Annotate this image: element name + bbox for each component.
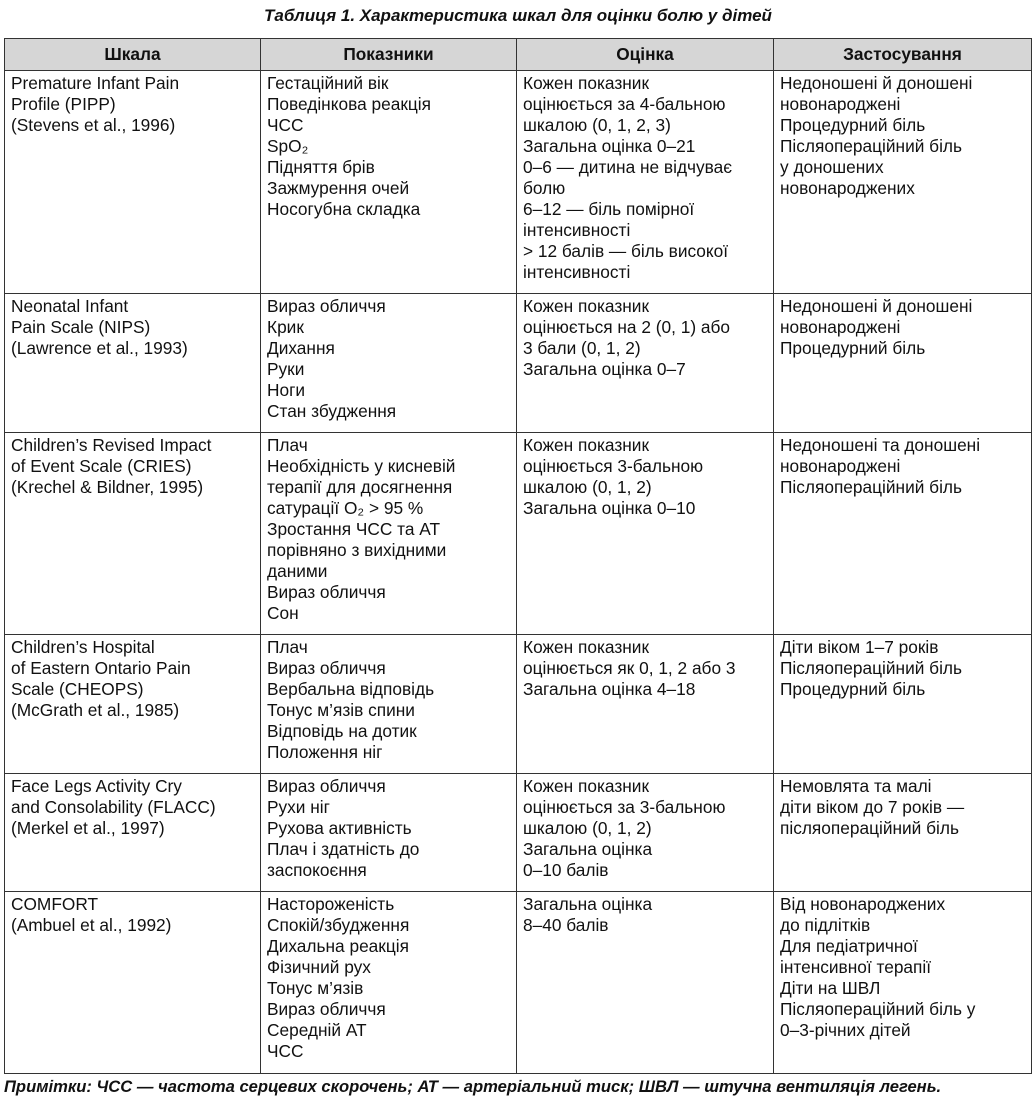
cell-line: до підлітків (780, 915, 871, 935)
cell-line: Вербальна відповідь (267, 679, 435, 699)
application-cell (774, 774, 1032, 892)
indicators-cell (261, 892, 517, 1074)
cell-line: Кожен показник (523, 637, 650, 657)
scale-cell (5, 71, 261, 294)
cell-line: шкалою (0, 1, 2) (523, 477, 652, 497)
score-cell (517, 433, 774, 635)
cell-line: Руки (267, 359, 305, 379)
cell-line: of Event Scale (CRIES) (11, 456, 192, 476)
cell-line: Положення ніг (267, 742, 383, 762)
cell-line: Післяопераційний біль у (780, 999, 976, 1019)
cell-line: Дихальна реакція (267, 936, 409, 956)
cell-line: 6–12 — біль помірної (523, 199, 695, 219)
cell-line: Загальна оцінка (523, 839, 653, 859)
table-row (5, 294, 1032, 433)
cell-line: Кожен показник (523, 73, 650, 93)
application-cell (774, 71, 1032, 294)
cell-line: COMFORT (11, 894, 99, 914)
cell-line: Кожен показник (523, 435, 650, 455)
scale-cell (5, 433, 261, 635)
cell-line: Післяопераційний біль (780, 136, 963, 156)
cell-line: Вираз обличчя (267, 582, 386, 602)
cell-line: > 12 балів — біль високої (523, 241, 729, 261)
cell-line: Рухова активність (267, 818, 412, 838)
cell-line: новонароджені (780, 317, 901, 337)
cell-line: (McGrath et al., 1985) (11, 700, 180, 720)
indicators-cell (261, 774, 517, 892)
table-notes: Примітки: ЧСС — частота серцевих скорочень; АТ — артеріальний тиск; ШВЛ — штучна вентиляція легень. (4, 1077, 942, 1096)
cell-line: оцінюється на 2 (0, 1) або (523, 317, 731, 337)
cell-line: оцінюється як 0, 1, 2 або 3 (523, 658, 736, 678)
cell-line: Відповідь на дотик (267, 721, 417, 741)
score-cell (517, 294, 774, 433)
column-header-application: Застосування (774, 39, 1032, 71)
cell-line: Недоношені та доношені (780, 435, 981, 455)
cell-line: Вираз обличчя (267, 776, 386, 796)
cell-line: інтенсивності (523, 220, 631, 240)
cell-line: Вираз обличчя (267, 658, 386, 678)
cell-line: Загальна оцінка 0–10 (523, 498, 696, 518)
cell-line: ЧСС (267, 1041, 304, 1061)
cell-line: післяопераційний біль (780, 818, 959, 838)
cell-line: заспокоєння (267, 860, 367, 880)
cell-line: Загальна оцінка 0–7 (523, 359, 686, 379)
table-body (5, 71, 1032, 1074)
cell-line: Зажмурення очей (267, 178, 410, 198)
cell-line: оцінюється за 4-бальною (523, 94, 726, 114)
cell-line: Кожен показник (523, 776, 650, 796)
score-cell (517, 892, 774, 1074)
cell-line: оцінюється 3-бальною (523, 456, 704, 476)
scale-cell (5, 774, 261, 892)
cell-line: новонароджені (780, 456, 901, 476)
cell-line: Зростання ЧСС та АТ (267, 519, 441, 539)
cell-line: інтенсивної терапії (780, 957, 932, 977)
cell-line: Післяопераційний біль (780, 477, 963, 497)
column-header-score: Оцінка (517, 39, 774, 71)
cell-line: оцінюється за 3-бальною (523, 797, 726, 817)
column-header-scale: Шкала (5, 39, 261, 71)
cell-line: болю (523, 178, 566, 198)
score-cell (517, 774, 774, 892)
cell-line: Плач (267, 435, 308, 455)
cell-line: інтенсивності (523, 262, 631, 282)
cell-line: Сон (267, 603, 299, 623)
cell-line: Процедурний біль (780, 115, 926, 135)
indicators-cell (261, 294, 517, 433)
table-caption: Таблиця 1. Характеристика шкал для оцінки болю у дітей (264, 6, 772, 25)
table-row (5, 433, 1032, 635)
cell-line: and Consolability (FLACC) (11, 797, 216, 817)
cell-line: Face Legs Activity Cry (11, 776, 182, 796)
cell-line: шкалою (0, 1, 2, 3) (523, 115, 671, 135)
cell-line: SpO₂ (267, 136, 309, 156)
table-row (5, 892, 1032, 1074)
cell-line: Pain Scale (NIPS) (11, 317, 151, 337)
cell-line: порівняно з вихідними (267, 540, 447, 560)
cell-line: Вираз обличчя (267, 296, 386, 316)
cell-line: Ноги (267, 380, 306, 400)
score-cell (517, 71, 774, 294)
cell-line: Стан збудження (267, 401, 397, 421)
scale-cell (5, 294, 261, 433)
cell-line: Children’s Hospital (11, 637, 155, 657)
cell-line: Фізичний рух (267, 957, 371, 977)
application-cell (774, 892, 1032, 1074)
indicators-cell (261, 635, 517, 774)
table-row (5, 71, 1032, 294)
cell-line: Недоношені й доношені (780, 73, 973, 93)
cell-line: (Merkel et al., 1997) (11, 818, 165, 838)
cell-line: Від новонароджених (780, 894, 946, 914)
cell-line: Вираз обличчя (267, 999, 386, 1019)
table-header-row (5, 39, 1032, 71)
cell-line: Scale (CHEOPS) (11, 679, 144, 699)
cell-line: Процедурний біль (780, 338, 926, 358)
cell-line: Рухи ніг (267, 797, 330, 817)
cell-line: даними (267, 561, 328, 581)
cell-line: 0–10 балів (523, 860, 609, 880)
cell-line: (Stevens et al., 1996) (11, 115, 176, 135)
cell-line: of Eastern Ontario Pain (11, 658, 191, 678)
cell-line: Післяопераційний біль (780, 658, 963, 678)
cell-line: Тонус м’язів (267, 978, 364, 998)
cell-line: Premature Infant Pain (11, 73, 180, 93)
cell-line: Поведінкова реакція (267, 94, 431, 114)
cell-line: Кожен показник (523, 296, 650, 316)
cell-line: Діти віком 1–7 років (780, 637, 939, 657)
cell-line: Носогубна складка (267, 199, 421, 219)
cell-line: терапії для досягнення (267, 477, 453, 497)
cell-line: Плач (267, 637, 308, 657)
cell-line: 3 бали (0, 1, 2) (523, 338, 641, 358)
application-cell (774, 433, 1032, 635)
cell-line: Середній АТ (267, 1020, 367, 1040)
cell-line: у доношених (780, 157, 884, 177)
cell-line: новонароджених (780, 178, 915, 198)
indicators-cell (261, 71, 517, 294)
cell-line: Загальна оцінка (523, 894, 653, 914)
indicators-cell (261, 433, 517, 635)
cell-line: сатурації O₂ > 95 % (267, 498, 424, 518)
cell-line: Загальна оцінка 0–21 (523, 136, 696, 156)
cell-line: Необхідність у кисневій (267, 456, 456, 476)
cell-line: Загальна оцінка 4–18 (523, 679, 696, 699)
cell-line: 0–6 — дитина не відчуває (523, 157, 733, 177)
pain-scales-table (4, 38, 1032, 1074)
cell-line: ЧСС (267, 115, 304, 135)
cell-line: Спокій/збудження (267, 915, 410, 935)
cell-line: Гестаційний вік (267, 73, 389, 93)
cell-line: 0–3-річних дітей (780, 1020, 911, 1040)
cell-line: (Lawrence et al., 1993) (11, 338, 188, 358)
cell-line: Children’s Revised Impact (11, 435, 212, 455)
cell-line: Neonatal Infant (11, 296, 129, 316)
cell-line: Для педіатричної (780, 936, 918, 956)
cell-line: шкалою (0, 1, 2) (523, 818, 652, 838)
cell-line: новонароджені (780, 94, 901, 114)
cell-line: Процедурний біль (780, 679, 926, 699)
cell-line: Дихання (267, 338, 335, 358)
cell-line: (Ambuel et al., 1992) (11, 915, 172, 935)
cell-line: Діти на ШВЛ (780, 978, 881, 998)
table-row (5, 774, 1032, 892)
cell-line: Profile (PIPP) (11, 94, 116, 114)
scale-cell (5, 635, 261, 774)
cell-line: (Krechel & Bildner, 1995) (11, 477, 204, 497)
cell-line: Тонус м’язів спини (267, 700, 415, 720)
scale-cell (5, 892, 261, 1074)
application-cell (774, 294, 1032, 433)
application-cell (774, 635, 1032, 774)
cell-line: Настороженість (267, 894, 395, 914)
cell-line: Підняття брів (267, 157, 375, 177)
cell-line: Недоношені й доношені (780, 296, 973, 316)
cell-line: Немовлята та малі (780, 776, 932, 796)
score-cell (517, 635, 774, 774)
cell-line: Крик (267, 317, 304, 337)
cell-line: 8–40 балів (523, 915, 609, 935)
column-header-indicators: Показники (261, 39, 517, 71)
cell-line: Плач і здатність до (267, 839, 420, 859)
table-row (5, 635, 1032, 774)
cell-line: діти віком до 7 років — (780, 797, 965, 817)
